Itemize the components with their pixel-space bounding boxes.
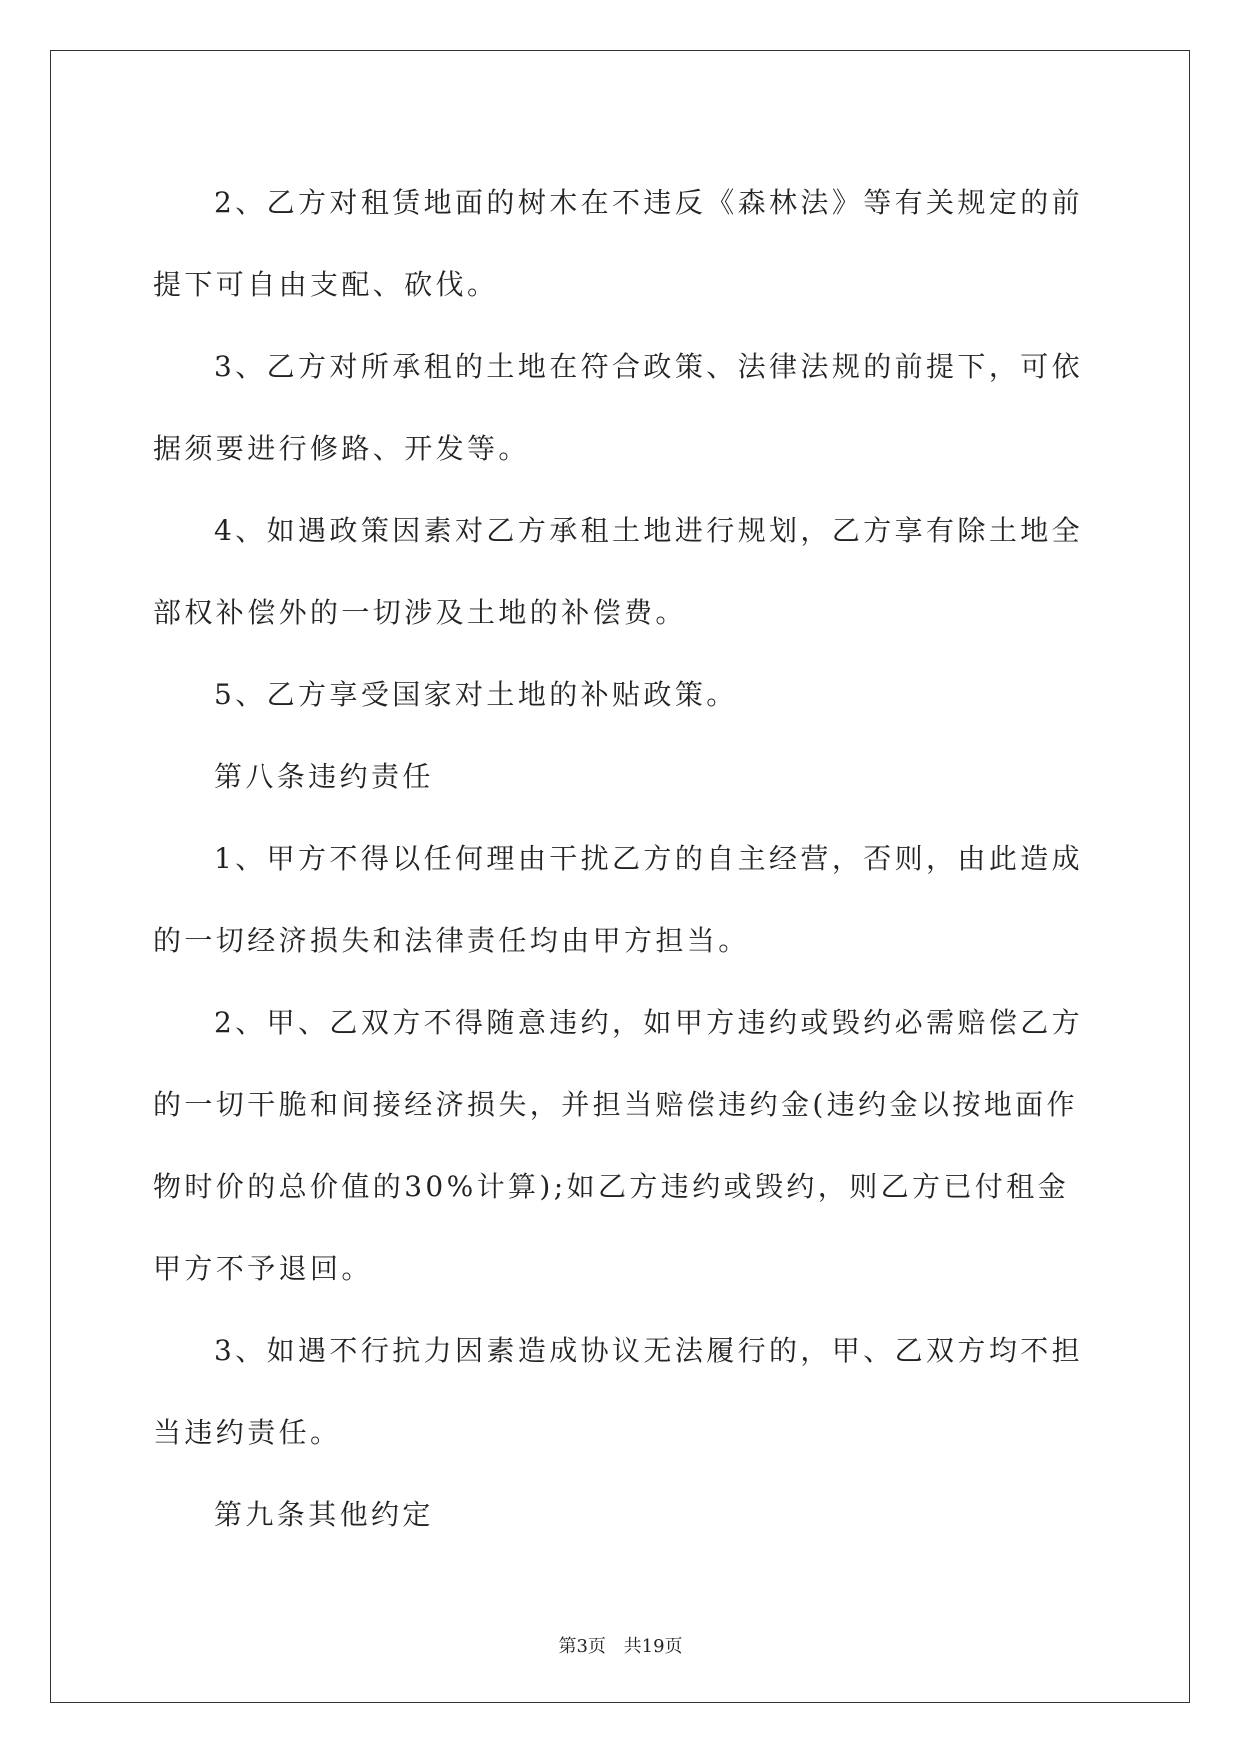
paragraph-clause-5: 5、乙方享受国家对土地的补贴政策。 [214,678,738,711]
paragraph-clause-3: 3、乙方对所承租的土地在符合政策、法律法规的前提下，可依据须要进行修路、开发等。 [153,350,1084,465]
page-number: 第3页 [558,1636,606,1657]
page-footer [0,1632,1241,1658]
paragraph-liability-1: 1、甲方不得以任何理由干扰乙方的自主经营，否则，由此造成的一切经济损失和法律责任均由甲方担当。 [153,842,1084,957]
section-heading-article-9: 第九条其他约定 [214,1498,434,1531]
document-body [153,162,1088,1556]
paragraph-liability-2: 2、甲、乙双方不得随意违约，如甲方违约或毁约必需赔偿乙方的一切干脆和间接经济损失，并担当赔偿违约金(违约金以按地面作物时价的总价值的30%计算);如乙方违约或毁约，则乙方已付租金甲方不予退回。 [153,1006,1084,1285]
paragraph-clause-4: 4、如遇政策因素对乙方承租土地进行规划，乙方享有除土地全部权补偿外的一切涉及土地的补偿费。 [153,514,1084,629]
paragraph-clause-2: 2、乙方对租赁地面的树木在不违反《森林法》等有关规定的前提下可自由支配、砍伐。 [153,186,1084,301]
page-total: 共19页 [623,1636,683,1657]
section-heading-article-8: 第八条违约责任 [214,760,434,793]
paragraph-liability-3: 3、如遇不行抗力因素造成协议无法履行的，甲、乙双方均不担当违约责任。 [153,1334,1084,1449]
